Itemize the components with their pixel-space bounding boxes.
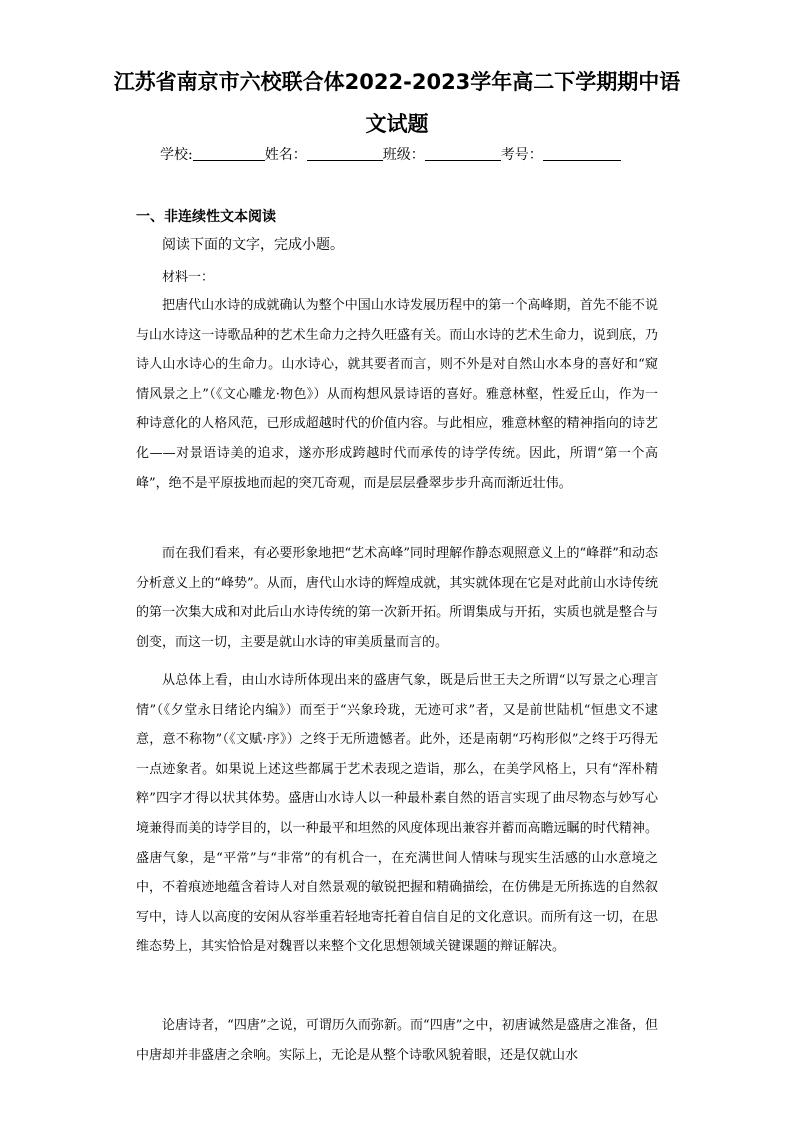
school-label: 学校: <box>160 147 193 163</box>
class-blank <box>425 145 501 161</box>
material-label: 材料一： <box>162 270 215 285</box>
reading-instruction: 阅读下面的文字，完成小题。 <box>162 237 344 253</box>
student-info-line <box>160 144 640 164</box>
exam-number-label: 考号： <box>500 147 543 163</box>
exam-number-blank <box>543 145 621 161</box>
paragraph-1: 把唐代山水诗的成就确认为整个中国山水诗发展历程中的第一个高峰期，首先不能不说与山水诗这一诗歌品种的艺术生命力之持久旺盛有关。而山水诗的艺术生命力，说到底，乃诗人山水诗心的生命力。山水诗心，就其要者而言，则不外是对自然山水本身的喜好和“窥情风景之上”（《文心雕龙·物色》）从而构想风景诗语的喜好。雅意林壑，性爱丘山，作为一种诗意化的人格风范，已形成超越时代的价值内容。与此相应，雅意林壑的精神指向的诗艺化——对景语诗美的追求，遂亦形成跨越时代而承传的诗学传统。因此，所谓“第一个高峰”，绝不是平原拔地而起的突兀奇观，而是层层叠翠步步升高而渐近壮伟。 <box>136 298 658 491</box>
paragraph-3: 从总体上看，由山水诗所体现出来的盛唐气象，既是后世王夫之所谓“以写景之心理言情”（《夕堂永日绪论内编》）而至于“兴象玲珑，无迹可求”者，又是前世陆机“恒患文不逮意，意不称物”（《文赋·序》）之终于无所遗憾者。此外，还是南朝“巧构形似”之终于巧得无一点迹象者。如果说上述这些都属于艺术表现之造诣，那么，在美学风格上，只有“浑朴精粹”四字才得以状其体势。盛唐山水诗人以一种最朴素自然的语言实现了曲尽物态与妙写心境兼得而美的诗学目的，以一种最平和坦然的风度体现出兼容并蓄而高瞻远瞩的时代精神。盛唐气象，是“平常”与“非常”的有机合一，在充满世间人情味与现实生活感的山水意境之中，不着痕迹地蕴含着诗人对自然景观的敏锐把握和精确描绘，在仿佛是无所拣选的自然叙写中，诗人以高度的安闲从容举重若轻地寄托着自信自足的文化意识。而所有这一切，在思维态势上，其实恰恰是对魏晋以来整个文化思想领域关键课题的辩证解决。 <box>136 673 658 955</box>
document-title-line-1: 江苏省南京市六校联合体2022-2023学年高二下学期期中语 <box>113 70 681 94</box>
section-heading: 一、非连续性文本阅读 <box>136 209 276 225</box>
paragraph-2: 而在我们看来，有必要形象地把“艺术高峰”同时理解作静态观照意义上的“峰群”和动态分析意义上的“峰势”。从而，唐代山水诗的辉煌成就，其实就体现在它是对此前山水诗传统的第一次集大成和对此后山水诗传统的第一次新开拓。所谓集成与开拓，实质也就是整合与创变，而这一切，主要是就山水诗的审美质量而言的。 <box>136 546 658 650</box>
document-title-line-2: 文试题 <box>365 112 429 136</box>
paragraph-4: 论唐诗者，“四唐”之说，可谓历久而弥新。而“四唐”之中，初唐诚然是盛唐之准备，但中唐却并非盛唐之余响。实际上，无论是从整个诗歌风貌着眼，还是仅就山水 <box>136 1018 658 1063</box>
class-label: 班级： <box>382 147 425 163</box>
name-blank <box>307 145 383 161</box>
school-blank <box>193 145 265 161</box>
name-label: 姓名： <box>264 147 307 163</box>
